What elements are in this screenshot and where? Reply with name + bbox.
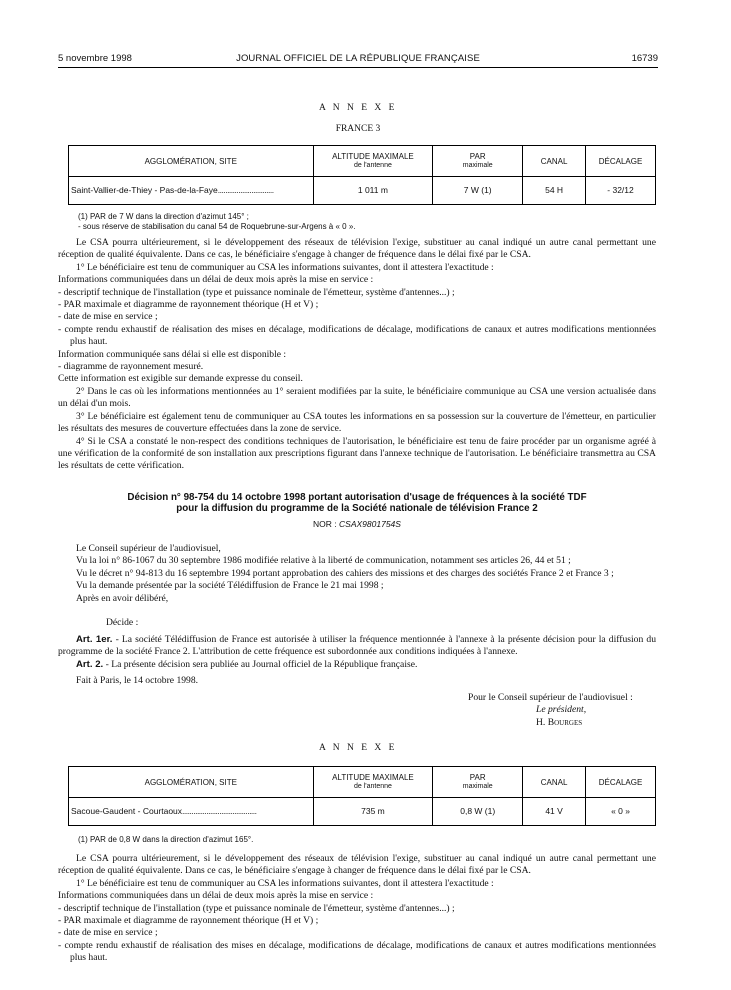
signature-title: Le président, [536, 704, 587, 716]
cell-decalage: « 0 » [586, 798, 656, 826]
table-header-row [69, 146, 656, 177]
footnote: - sous réserve de stabilisation du canal 54 de Roquebrune-sur-Argens à « 0 ». [78, 222, 356, 231]
list-item: - compte rendu exhaustif de réalisation des mises en décalage, modifications de décalage, modifications de canaux et autres modifications mentionnées plus haut. [58, 939, 656, 964]
paragraph: Cette information est exigible sur demande expresse du conseil. [58, 373, 303, 385]
footnote: (1) PAR de 7 W dans la direction d'azimut 145° ; [78, 212, 249, 221]
signature-name: H. Bourges [536, 716, 583, 728]
col-header-site: AGGLOMÉRATION, SITE [69, 767, 314, 798]
cell-par: 7 W (1) [433, 177, 523, 205]
cell-site: Saint-Vallier-de-Thiey - Pas-de-la-Faye.............................. [69, 177, 314, 205]
decide-label: Décide : [106, 617, 139, 628]
frequency-table [68, 145, 656, 205]
annexe-title: A N N E X E [319, 103, 397, 113]
paragraph: Vu la loi n° 86-1067 du 30 septembre 1986 modifiée relative à la liberté de communication, notamment ses articles 26, 44 et 51 ; [76, 555, 571, 567]
list-item: - diagramme de rayonnement mesuré. [58, 361, 204, 373]
paragraph: Vu la demande présentée par la société Télédiffusion de France le 21 mai 1998 ; [76, 580, 384, 592]
paragraph: Informations communiquées dans un délai de deux mois après la mise en service : [58, 274, 374, 286]
list-item: - date de mise en service ; [58, 311, 158, 323]
header-journal-title: JOURNAL OFFICIEL DE LA RÉPUBLIQUE FRANÇAISE [236, 53, 480, 64]
cell-decalage: - 32/12 [586, 177, 656, 205]
col-header-canal: CANAL [523, 146, 586, 177]
cell-site: Sacoue-Gaudent - Courtaoux........................................ [69, 798, 314, 826]
col-header-par: PAR maximale [433, 767, 523, 798]
list-item: - descriptif technique de l'installation (type et puissance nominale de l'émetteur, système d'antennes...) ; [58, 902, 455, 914]
header-date: 5 novembre 1998 [58, 53, 132, 64]
cell-canal: 41 V [523, 798, 586, 826]
decision-articles [58, 634, 656, 671]
paragraph: 1° Le bénéficiaire est tenu de communiquer au CSA les informations suivantes, dont il attestera l'exactitude : [76, 877, 494, 889]
col-header-canal: CANAL [523, 767, 586, 798]
paragraph: Vu le décret n° 94-813 du 16 septembre 1994 portant approbation des cahiers des missions et des charges des sociétés France 2 et France 3 ; [76, 567, 614, 579]
col-header-site: AGGLOMÉRATION, SITE [69, 146, 314, 177]
nor-reference: NOR : CSAX9801754S [313, 519, 401, 529]
list-item: - PAR maximale et diagramme de rayonnement théorique (H et V) ; [58, 299, 319, 311]
col-header-altitude: ALTITUDE MAXIMALE de l'antenne [313, 146, 433, 177]
decision-title: Décision n° 98-754 du 14 octobre 1998 portant autorisation d'usage de fréquences à la société TDF pour la diffusion du programme de la Société nationale de télévision France 2 [127, 492, 587, 514]
cell-par: 0,8 W (1) [433, 798, 523, 826]
table-footnotes [78, 212, 658, 232]
annexe-conditions [58, 853, 656, 965]
table-row [69, 177, 656, 205]
annexe-subtitle: FRANCE 3 [335, 124, 381, 134]
page-header [58, 53, 658, 68]
table-header-row [69, 767, 656, 798]
paragraph: Le CSA pourra ultérieurement, si le développement des réseaux de télévision l'exige, substituer au canal indiqué un autre canal permettant une réception de qualité équivalente. Dans ce cas, le bénéficiaire s'engage à changer de fréquence dans le délai fixé par le CSA. [58, 853, 656, 877]
cell-altitude: 1 011 m [313, 177, 433, 205]
decision-body [58, 543, 656, 605]
paragraph: Le CSA pourra ultérieurement, si le développement des réseaux de télévision l'exige, substituer au canal indiqué un autre canal permettant une réception de qualité équivalente. Dans ce cas, le bénéficiaire s'engage à changer de fréquence dans le délai fixé par le CSA. [58, 237, 656, 261]
fait-a-paris: Fait à Paris, le 14 octobre 1998. [76, 675, 199, 686]
frequency-table [68, 766, 656, 826]
col-header-decalage: DÉCALAGE [586, 767, 656, 798]
cell-canal: 54 H [523, 177, 586, 205]
list-item: - descriptif technique de l'installation (type et puissance nominale de l'émetteur, système d'antennes...) ; [58, 286, 455, 298]
list-item: - date de mise en service ; [58, 927, 158, 939]
article-2: Art. 2. - La présente décision sera publiée au Journal officiel de la République française. [76, 658, 418, 670]
paragraph: Informations communiquées dans un délai de deux mois après la mise en service : [58, 890, 374, 902]
table-row [69, 798, 656, 826]
col-header-decalage: DÉCALAGE [586, 146, 656, 177]
header-page-number: 16739 [631, 53, 658, 64]
table-footnotes [78, 835, 658, 845]
signature-line: Pour le Conseil supérieur de l'audiovisuel : [468, 692, 633, 703]
paragraph: 1° Le bénéficiaire est tenu de communiquer au CSA les informations suivantes, dont il attestera l'exactitude : [76, 261, 494, 273]
paragraph: 2° Dans le cas où les informations mentionnées au 1° seraient modifiées par la suite, le bénéficiaire communique au CSA une version actualisée dans un délai d'un mois. [58, 385, 656, 410]
paragraph: Après en avoir délibéré, [76, 592, 169, 604]
paragraph: Information communiquée sans délai si elle est disponible : [58, 348, 287, 360]
list-item: - PAR maximale et diagramme de rayonnement théorique (H et V) ; [58, 915, 319, 927]
cell-altitude: 735 m [313, 798, 433, 826]
col-header-par: PAR maximale [433, 146, 523, 177]
list-item: - compte rendu exhaustif de réalisation des mises en décalage, modifications de décalage, modifications de canaux et autres modifications mentionnées plus haut. [58, 323, 656, 348]
footnote: (1) PAR de 0,8 W dans la direction d'azimut 165°. [78, 835, 254, 844]
col-header-altitude: ALTITUDE MAXIMALE de l'antenne [313, 767, 433, 798]
paragraph: Le Conseil supérieur de l'audiovisuel, [76, 543, 221, 554]
signature-block [468, 692, 668, 729]
annexe-title: A N N E X E [319, 743, 397, 753]
annexe-conditions [58, 237, 656, 473]
paragraph: 3° Le bénéficiaire est également tenu de communiquer au CSA toutes les informations en sa possession sur la couverture de l'émetteur, en particulier les résultats des mesures de couverture effectuées dans la zone de service. [58, 410, 656, 435]
paragraph: 4° Si le CSA a constaté le non-respect des conditions techniques de l'autorisation, le bénéficiaire est tenu de faire procéder par un organisme agréé à une vérification de la conformité de son installation aux prescriptions figurant dans l'annexe technique de l'autorisation. Le bénéficiaire transmettra au CSA les résultats de cette vérification. [58, 435, 656, 472]
article-1: Art. 1er. - La société Télédiffusion de France est autorisée à utiliser la fréquence mentionnée à l'annexe à la présente décision pour la diffusion du programme de la société France 2. L'attribution de cette fréquence est subordonnée aux conditions indiquées à l'annexe. [58, 634, 656, 658]
